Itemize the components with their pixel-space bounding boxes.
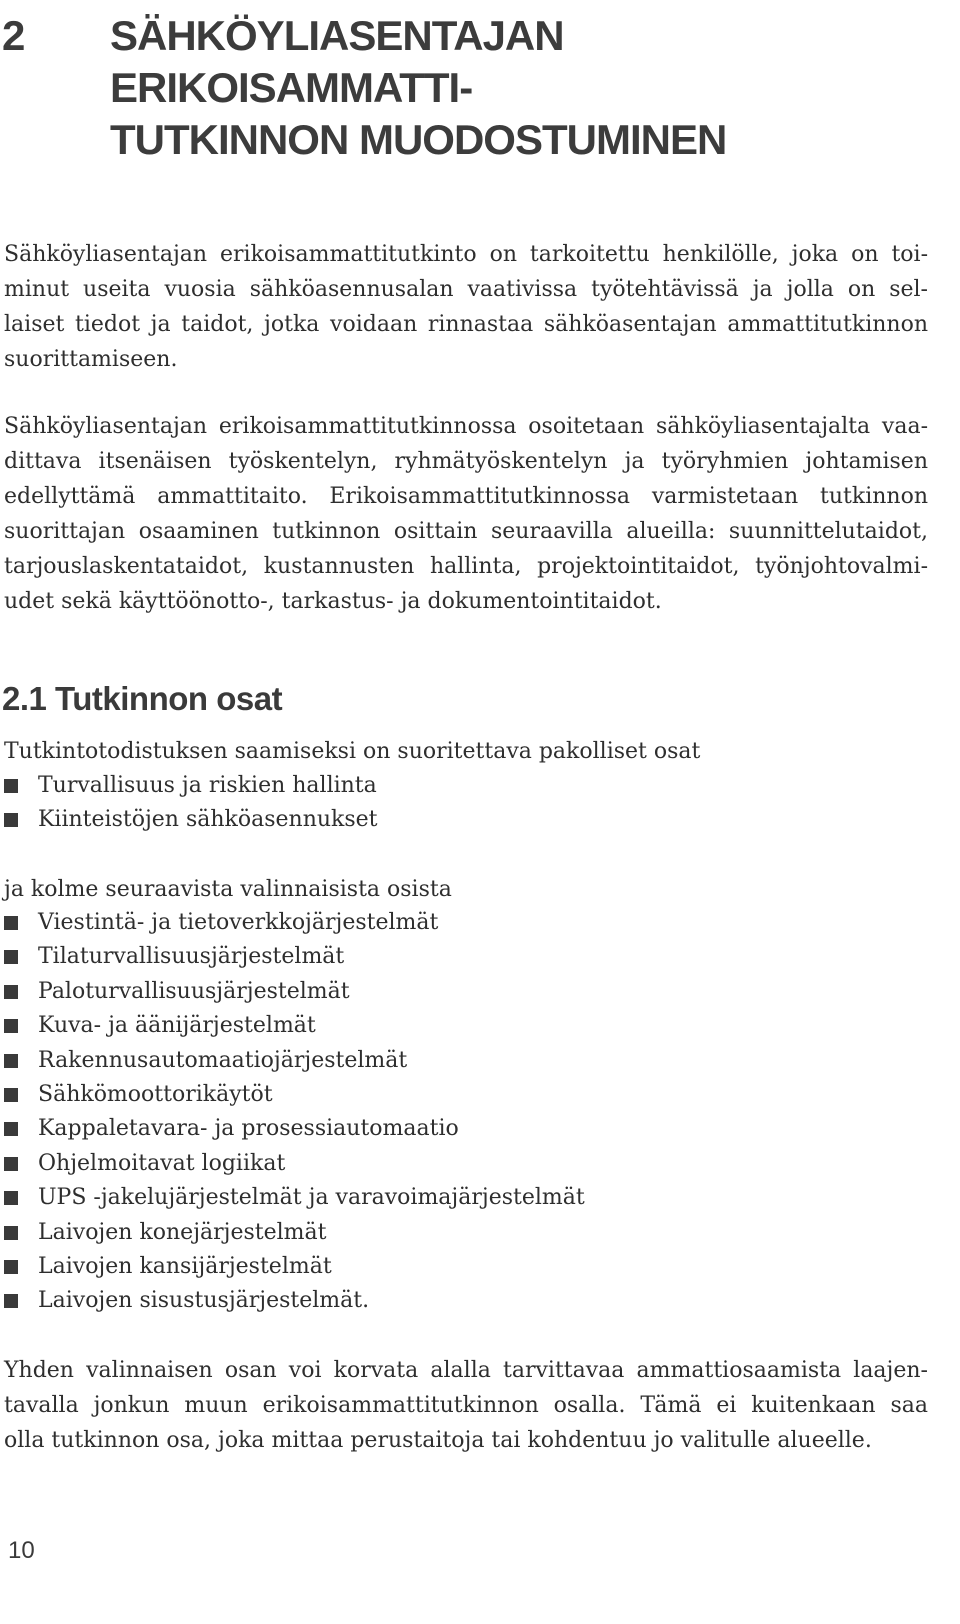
list-item-text: Kappaletavara- ja prosessiautomaatio: [38, 1116, 459, 1142]
square-bullet-icon: [4, 1019, 18, 1033]
square-bullet-icon: [4, 1122, 18, 1136]
list-item-text: Ohjelmoitavat logiikat: [38, 1150, 286, 1176]
list-item-text: Rakennusautomaatiojärjestelmät: [38, 1047, 408, 1073]
list-item-text: Paloturvallisuusjärjestelmät: [38, 978, 350, 1004]
list-item: [4, 940, 585, 974]
paragraph-line: laiset tiedot ja taidot, jotka voidaan rinnastaa sähköasentajan ammattitutkinnon: [4, 312, 928, 337]
square-bullet-icon: [4, 1088, 18, 1102]
chapter-number: 2: [2, 12, 25, 59]
list-item-text: Laivojen konejärjestelmät: [38, 1219, 327, 1245]
list-item: [4, 1147, 585, 1181]
competence-paragraph: [4, 409, 928, 619]
square-bullet-icon: [4, 1157, 18, 1171]
list-item-text: UPS -jakelujärjestelmät ja varavoimajärjestelmät: [38, 1185, 585, 1211]
paragraph-line: dittava itsenäisen työskentelyn, ryhmätyöskentelyn ja työryhmien johtamisen: [4, 449, 928, 474]
list-item: [4, 975, 585, 1009]
square-bullet-icon: [4, 950, 18, 964]
square-bullet-icon: [4, 1294, 18, 1308]
replacement-paragraph: [4, 1353, 928, 1458]
paragraph-line: olla tutkinnon osa, joka mittaa perustaitoja tai kohdentuu jo valitulle alueelle.: [4, 1428, 872, 1453]
list-item: [4, 769, 378, 803]
paragraph-line: suorittamiseen.: [4, 347, 178, 372]
list-item: [4, 1181, 585, 1215]
square-bullet-icon: [4, 813, 18, 827]
list-item: [4, 1250, 585, 1284]
list-item-text: Laivojen kansijärjestelmät: [38, 1253, 332, 1279]
section-heading: 2.1 Tutkinnon osat: [2, 680, 283, 717]
page-number: 10: [8, 1537, 35, 1564]
list-item-text: Sähkömoottorikäytöt: [38, 1081, 273, 1107]
paragraph-line: minut useita vuosia sähköasennusalan vaativissa työtehtävissä ja jolla on sel-: [4, 277, 928, 302]
list-item: [4, 1216, 585, 1250]
list-item: [4, 1284, 585, 1318]
list-item-text: Tilaturvallisuusjärjestelmät: [38, 944, 345, 970]
list-item: [4, 803, 378, 837]
chapter-title-line: TUTKINNON MUODOSTUMINEN: [110, 116, 727, 163]
chapter-heading: [0, 10, 960, 163]
list-item-text: Kiinteistöjen sähköasennukset: [38, 807, 378, 833]
list-item: [4, 1112, 585, 1146]
paragraph-line: Yhden valinnaisen osan voi korvata alalla tarvittavaa ammattiosaamista laajen-: [4, 1358, 928, 1383]
square-bullet-icon: [4, 916, 18, 930]
paragraph-line: udet sekä käyttöönotto-, tarkastus- ja dokumentointitaidot.: [4, 589, 662, 614]
elective-parts-intro: ja kolme seuraavista valinnaisista osista: [4, 877, 452, 902]
list-item-text: Turvallisuus ja riskien hallinta: [38, 773, 377, 798]
intro-paragraph: [4, 237, 928, 377]
chapter-title-line: SÄHKÖYLIASENTAJAN ERIKOISAMMATTI-: [110, 12, 564, 111]
square-bullet-icon: [4, 1191, 18, 1205]
list-item-text: Laivojen sisustusjärjestelmät.: [38, 1288, 370, 1314]
square-bullet-icon: [4, 985, 18, 999]
paragraph-line: tarjouslaskentataidot, kustannusten hallinta, projektointitaidot, työnjohtovalmi-: [4, 554, 928, 579]
paragraph-line: Sähköyliasentajan erikoisammattitutkinto on tarkoitettu henkilölle, joka on toi-: [4, 242, 928, 267]
list-item: [4, 1044, 585, 1078]
square-bullet-icon: [4, 1226, 18, 1240]
list-item: [4, 906, 585, 940]
list-item-text: Viestintä- ja tietoverkkojärjestelmät: [38, 910, 439, 935]
paragraph-line: tavalla jonkun muun erikoisammattitutkinnon osalla. Tämä ei kuitenkaan saa: [4, 1393, 928, 1418]
mandatory-parts-intro: Tutkintotodistuksen saamiseksi on suoritettava pakolliset osat: [4, 739, 701, 764]
chapter-title: [110, 10, 930, 166]
list-item-text: Kuva- ja äänijärjestelmät: [38, 1013, 316, 1039]
list-item: [4, 1009, 585, 1043]
square-bullet-icon: [4, 1054, 18, 1068]
mandatory-parts-list: [4, 769, 378, 838]
paragraph-line: suorittajan osaaminen tutkinnon osittain seuraavilla alueilla: suunnittelutaidot,: [4, 519, 928, 544]
elective-parts-list: [4, 906, 585, 1319]
list-item: [4, 1078, 585, 1112]
paragraph-line: edellyttämä ammattitaito. Erikoisammattitutkinnossa varmistetaan tutkinnon: [4, 484, 928, 509]
square-bullet-icon: [4, 779, 18, 793]
paragraph-line: Sähköyliasentajan erikoisammattitutkinnossa osoitetaan sähköyliasentajalta vaa-: [4, 414, 928, 439]
square-bullet-icon: [4, 1260, 18, 1274]
